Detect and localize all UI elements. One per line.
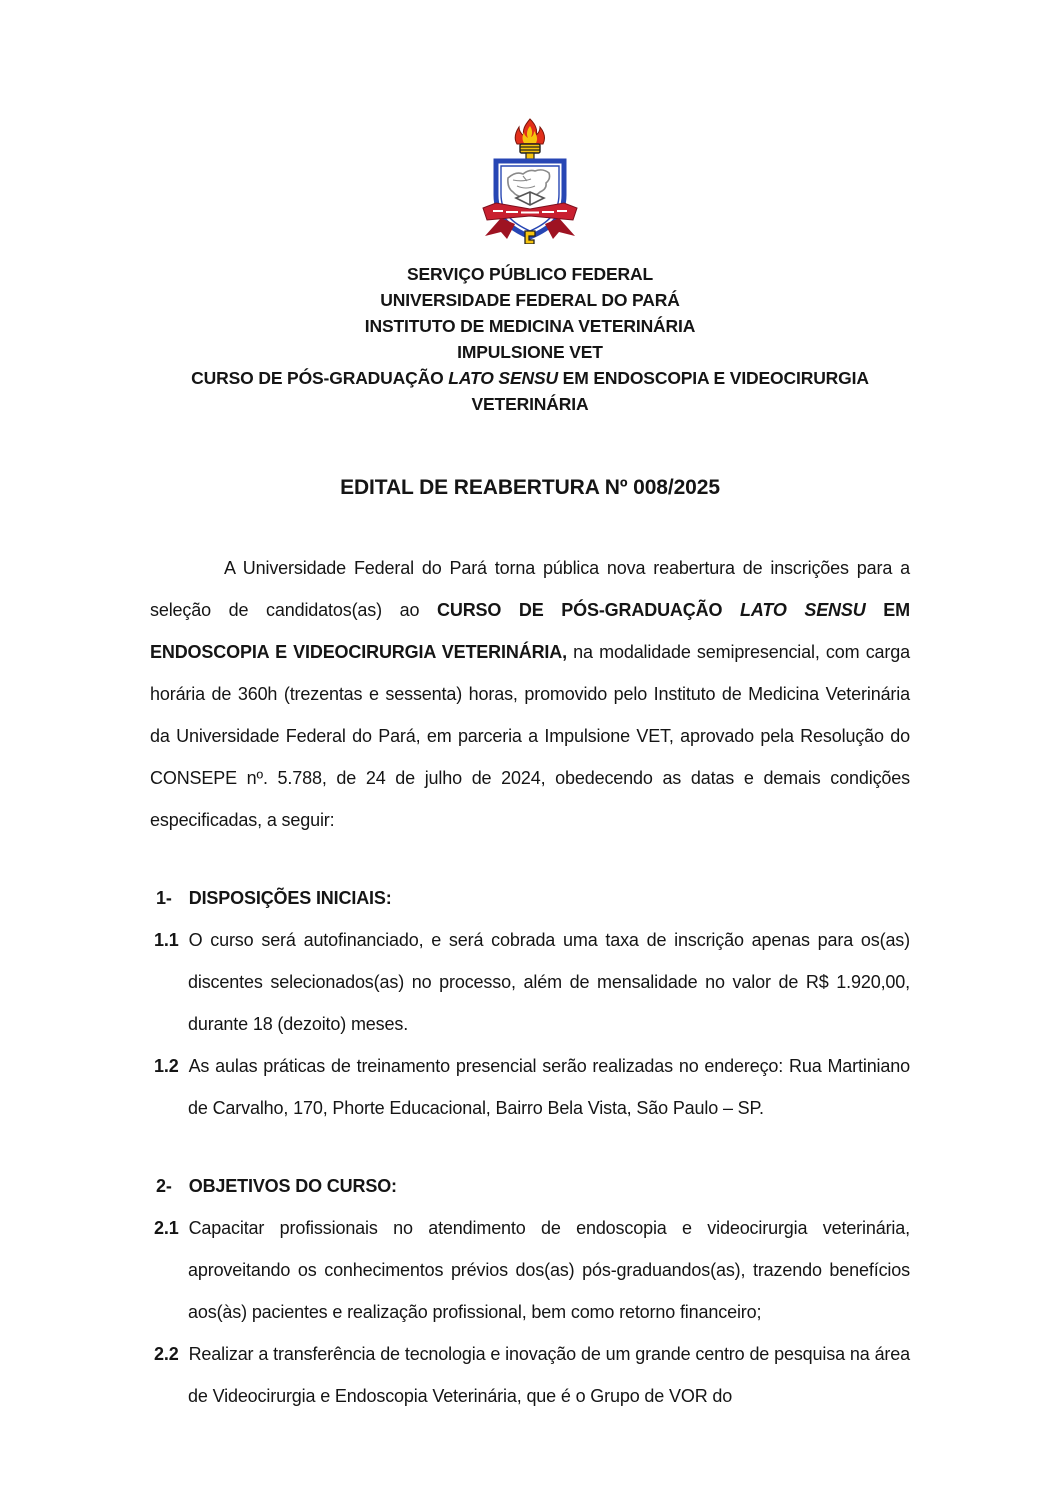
institution-header [150, 261, 910, 417]
section-1-number: 1- [156, 888, 172, 908]
torch-handle [526, 153, 534, 159]
section-2-heading [150, 1165, 910, 1207]
header-line-instituto: INSTITUTO DE MEDICINA VETERINÁRIA [364, 316, 696, 336]
university-crest-icon [471, 118, 589, 244]
page-title: EDITAL DE REABERTURA Nº 008/2025 [340, 476, 720, 499]
torch-head [520, 144, 540, 153]
logo-container [150, 0, 910, 249]
header-line-universidade: UNIVERSIDADE FEDERAL DO PARÁ [380, 290, 680, 310]
clause-1-2-text: As aulas práticas de treinamento presencial serão realizadas no endereço: Rua Martiniano de Carvalho, 170, Phorte Educacional, Bairro Bela Vista, São Paulo – SP. [188, 1056, 910, 1118]
header-line-servico: SERVIÇO PÚBLICO FEDERAL [406, 264, 654, 284]
intro-paragraph: A Universidade Federal do Pará torna pública nova reabertura de inscrições para a seleção de candidatos(as) ao CURSO DE PÓS-GRADUAÇÃO LATO SENSU EM ENDOSCOPIA E VIDEOCIRURGIA VETERINÁRIA, na modalidade semipresencial, com carga horária de 360h (trezentas e sessenta) horas, promovido pelo Instituto de Medicina Veterinária da Universidade Federal do Pará, em parceria a Impulsione VET, aprovado pela Resolução do CONSEPE nº. 5.788, de 24 de julho de 2024, obedecendo as datas e demais condições especificadas, a seguir: [150, 558, 910, 830]
clause-1-2 [150, 1045, 910, 1129]
clause-2-1-text: Capacitar profissionais no atendimento de endoscopia e videocirurgia veterinária, aproveitando os conhecimentos prévios dos(as) pós-graduandos(as), trazendo benefícios aos(às) pacientes e realização profissional, bem como retorno financeiro; [188, 1218, 910, 1322]
header-line-curso: CURSO DE PÓS-GRADUAÇÃO LATO SENSU EM ENDOSCOPIA E VIDEOCIRURGIA VETERINÁRIA [191, 368, 869, 414]
clause-1-1-text: O curso será autofinanciado, e será cobrada uma taxa de inscrição apenas para os(as) discentes selecionados(as) no processo, além de mensalidade no valor de R$ 1.920,00, durante 18 (dezoito) meses. [188, 930, 910, 1034]
section-1-heading [150, 877, 910, 919]
section-2-number: 2- [156, 1176, 172, 1196]
clause-2-2 [150, 1333, 910, 1417]
clause-2-1-number: 2.1 [154, 1218, 179, 1238]
clause-1-1-number: 1.1 [154, 930, 179, 950]
clause-1-2-number: 1.2 [154, 1056, 179, 1076]
clause-1-1 [150, 919, 910, 1045]
section-2-title: OBJETIVOS DO CURSO: [188, 1176, 397, 1196]
header-line-impulsione: IMPULSIONE VET [457, 342, 603, 362]
clause-2-2-text: Realizar a transferência de tecnologia e inovação de um grande centro de pesquisa na área de Videocirurgia e Endoscopia Veterinária, que é o Grupo de VOR do [188, 1344, 910, 1406]
clause-2-2-number: 2.2 [154, 1344, 179, 1364]
document-content [150, 0, 910, 1417]
section-1-title: DISPOSIÇÕES INICIAIS: [188, 888, 392, 908]
clause-2-1 [150, 1207, 910, 1333]
